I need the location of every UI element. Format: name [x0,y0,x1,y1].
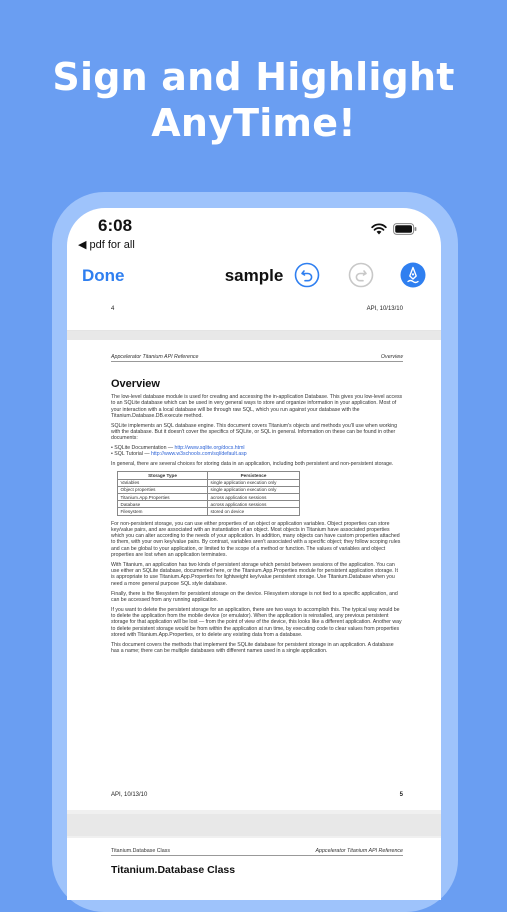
class-heading: Titanium.Database Class [111,864,236,876]
table-row [118,494,300,501]
headline-line-2: AnyTime! [151,101,356,145]
status-time: 6:08 [98,216,133,235]
table-cell: single application execution only [208,479,300,486]
table-cell: Filesystem [118,508,208,515]
page-header-right: Appcelerator Titanium API Reference [315,848,403,854]
status-icons [371,223,417,235]
pdf-page-next [67,838,441,900]
page-header-right: Overview [380,354,403,360]
page-separator [67,814,441,836]
sqlite-docs-link[interactable]: http://www.sqlite.org/docs.html [174,445,245,452]
pdf-viewer[interactable] [67,300,441,900]
overview-heading: Overview [111,378,160,390]
paragraph: This document covers the methods that implement the SQLite database for persistent storage in an application. A database has a name; there can be multiple databases with different names used in a single application. [111,641,394,654]
back-to-app-link[interactable]: ◀ pdf for all [78,239,135,251]
table-cell: Titanium.App.Properties [118,494,208,501]
table-cell: Object properties [118,486,208,493]
paragraph: The low-level database module is used for creating and accessing the in-application Database. This gives you low-level access to an SQLite database which can be used in very general ways to store and organize information in your application. Most of your interaction with a local database will be through raw SQL, which you run against your database with the Titanium.Database.DB.execute method. [111,394,403,419]
promo-headline [0,54,507,146]
table-cell: across application sessions [208,501,300,508]
pen-markup-icon[interactable] [400,262,426,288]
sql-tutorial-link[interactable]: http://www.w3schools.com/sql/default.asp [150,451,247,458]
phone-screen [67,208,441,900]
page-header-left: Titanium.Database Class [111,848,170,854]
header-divider [111,361,403,362]
table-cell: Variables [118,479,208,486]
table-row [118,486,300,493]
table-header-cell: Persistence [208,472,300,479]
table-row [118,501,300,508]
undo-icon[interactable] [294,262,320,288]
page-footer-date: API, 10/13/10 [111,792,148,798]
table-row [118,508,300,515]
table-cell: stored on device [208,508,300,515]
bullet-label: • SQL Tutorial — [111,451,151,458]
paragraph: If you want to delete the persistent storage for an application, there are two ways to accomplish this. The typical way would be to delete the application from the mobile device (or emulator). When the application is reinstalled, any previous persistent storage for that application will be lost — from the point of view of the device, this looks like a different application. Another way to delete persistent storage would be from within the application at run time, by executing code to clear values from properties stored with Titanium.App.Properties, or to delete any existing data from a database. [111,606,402,638]
paragraph: With Titanium, an application has two kinds of persistent storage which persist between sessions of the application. You can use either an SQLite database, documented here, or the Titanium.App.Properties module for persistent application storage. It is appropriate to use Titanium.App.Properties for lightweight key/value persistent storage. Use Titanium.Database when you need a more general purpose SQL style database. [111,561,398,587]
page-footer-date: API, 10/13/10 [366,306,403,312]
page-number: 4 [111,306,115,312]
table-cell: across application sessions [208,494,300,501]
paragraph: Finally, there is the filesystem for persistent storage on the device. Filesystem storage is not tied to a specific application, and can be accessed from any running application. [111,590,398,603]
redo-icon[interactable] [348,262,374,288]
table-cell: Database [118,501,208,508]
document-title: sample [224,266,284,285]
bullet-sql-tutorial [111,451,403,457]
table-header-row [118,472,300,479]
paragraph: In general, there are several choices for storing data in an application, including both persistent and non-persistent storage. [111,461,394,468]
page-header-left: Appcelerator Titanium API Reference [111,354,199,360]
table-header-cell: Storage Type [118,472,208,479]
page-content [111,378,403,658]
wifi-icon [371,223,387,235]
table-cell: single application execution only [208,486,300,493]
storage-table [117,471,300,515]
header-divider [111,855,403,856]
bullet-label: • SQLite Documentation — [111,445,175,452]
pdf-page-current [67,340,441,810]
page-number: 5 [399,792,403,798]
nav-bar [67,256,441,300]
headline-line-1: Sign and Highlight [52,55,455,99]
done-button[interactable]: Done [82,266,125,285]
paragraph: SQLite implements an SQL database engine. This document covers Titanium's objects and methods you'll use when working with the database. But it doesn't cover the specifics of SQLite, or SQL in general. Information on these can be found in other documents: [111,422,398,442]
paragraph: For non-persistent storage, you can use either properties of an object or application variables. Object properties can store key/value pairs, and are associated with an instantiation of an object. Most objects in Titanium have associated properties which you can alter according to the needs of your application. In addition, many objects can have custom properties attached to them, with your own key/value pairs. By contrast, variables aren't associated with a specific object; they follow scoping rules and can be global to your application, or limited to the scope of a method or function. The values of variables and object properties are lost when an application terminates. [111,520,401,559]
battery-icon [393,223,417,235]
table-row [118,479,300,486]
pdf-page-prev [67,300,441,331]
